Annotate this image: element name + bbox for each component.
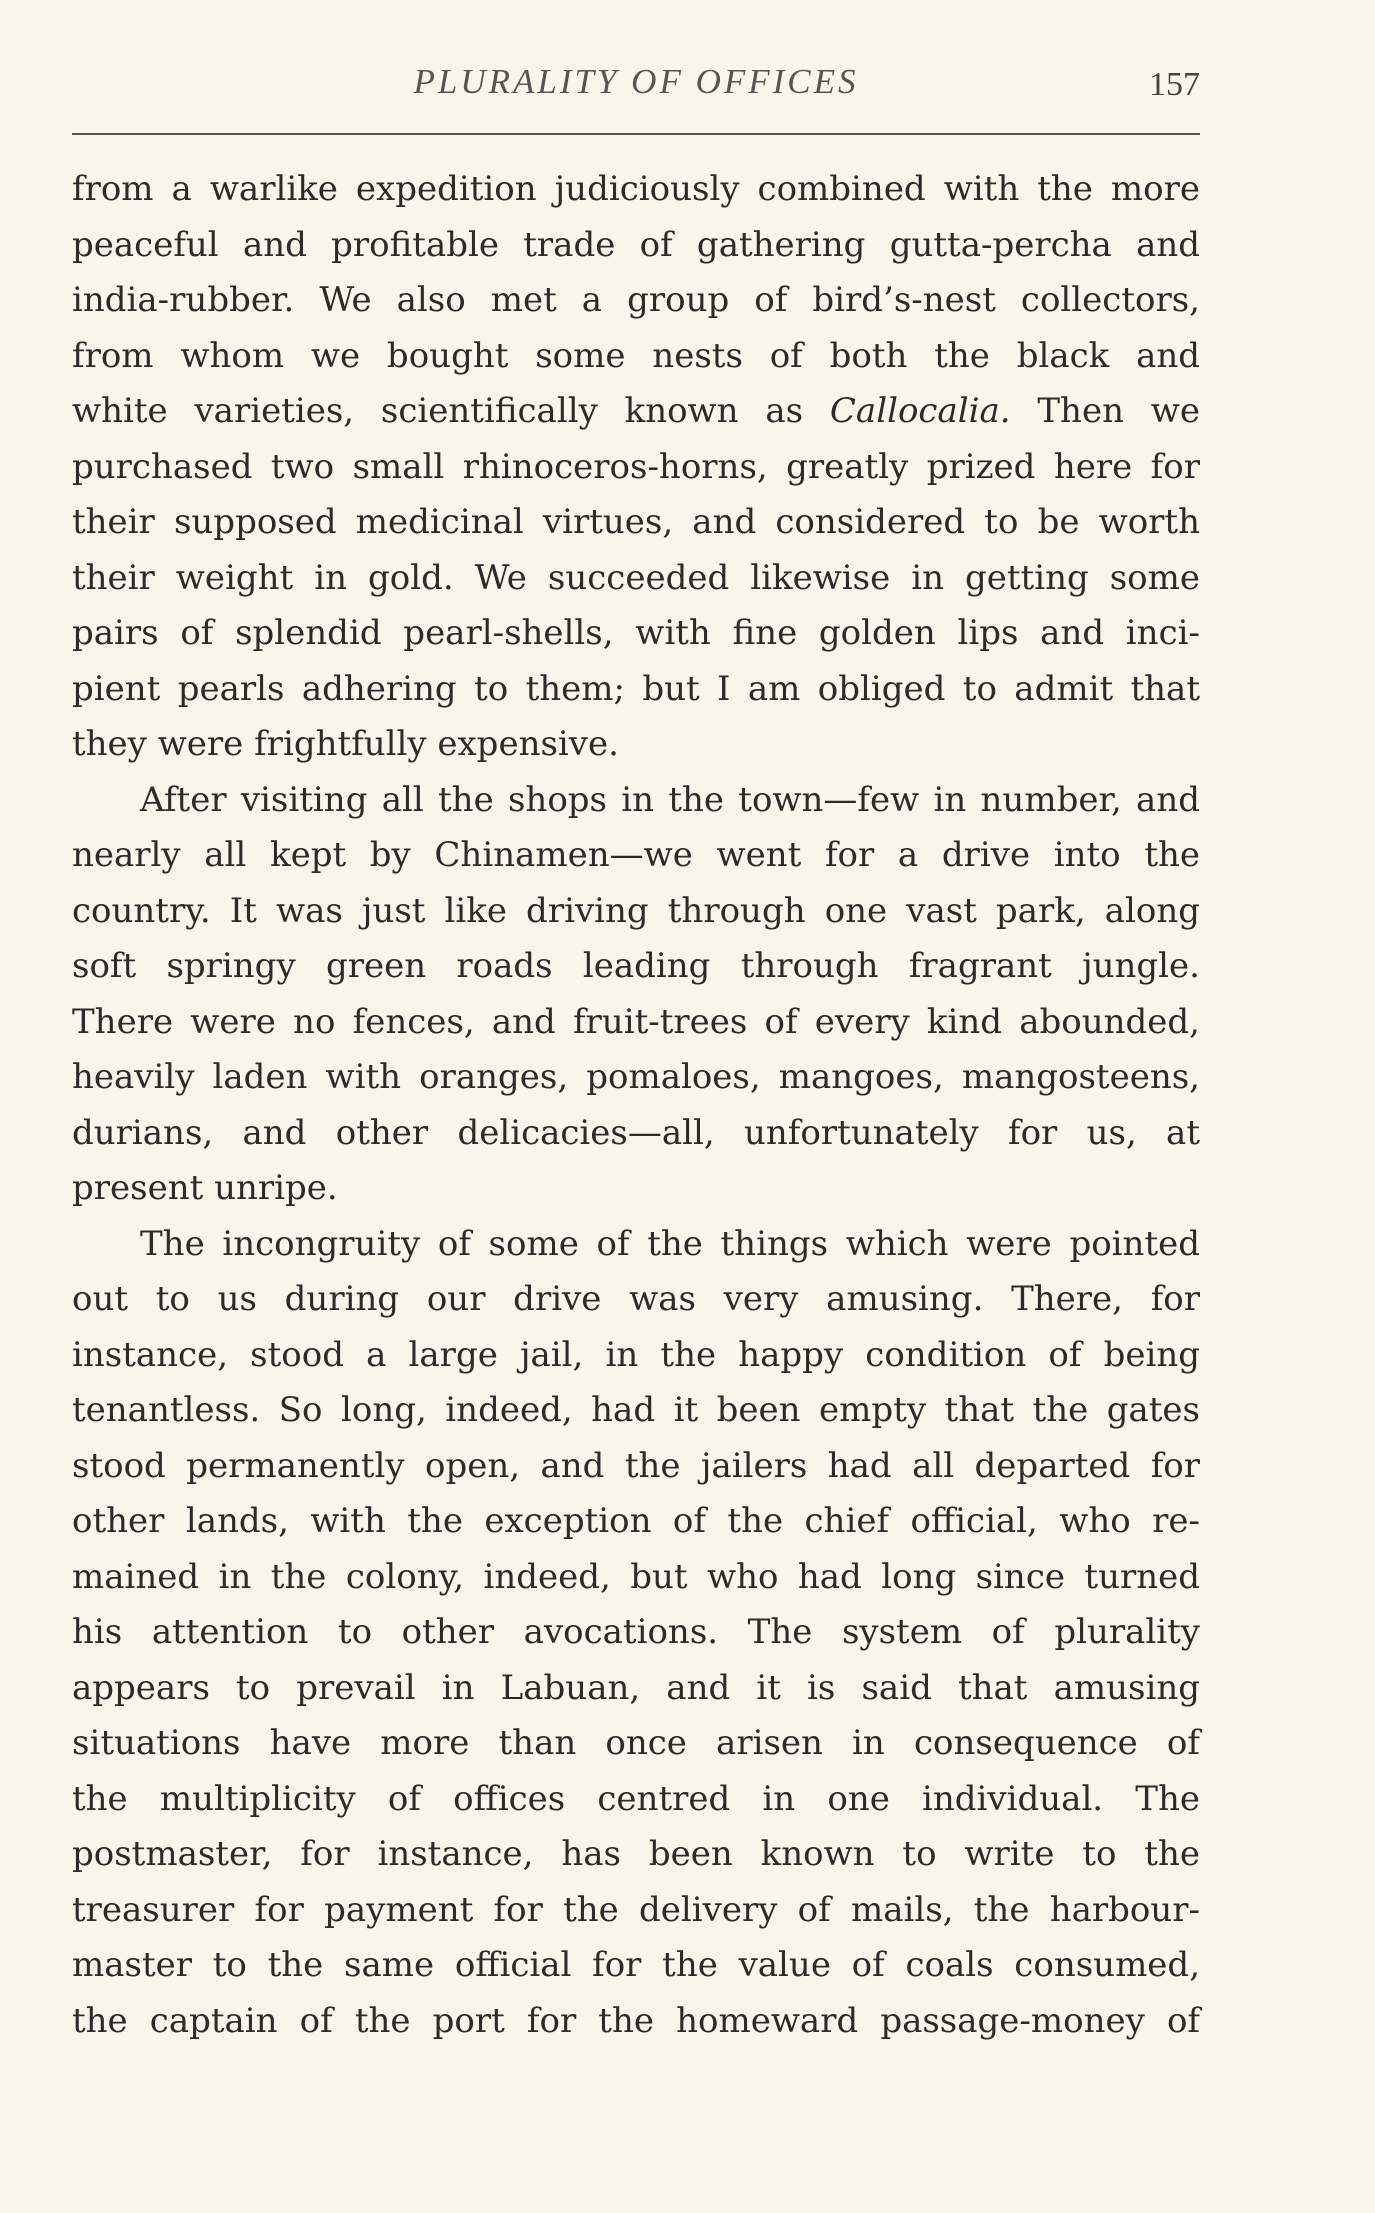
- text-line: pairs of splendid pearl-shells, with fine golden lips and inci-: [72, 613, 1200, 653]
- text-line: appears to prevail in Labuan, and it is said that amusing: [72, 1667, 1200, 1708]
- text-line: purchased two small rhinoceros-horns, greatly prized here for: [72, 446, 1200, 487]
- text-line: [72, 384, 1200, 440]
- running-title: PLURALITY OF OFFICES: [413, 62, 859, 101]
- text-line: their weight in gold. We succeeded likewise in getting some: [72, 557, 1200, 598]
- text-line: tenantless. So long, indeed, had it been empty that the gates: [72, 1390, 1200, 1430]
- text-line: the multiplicity of offices centred in one individual. The: [72, 1778, 1200, 1819]
- text-line: soft springy green roads leading through fragrant jungle.: [72, 946, 1200, 986]
- text-line: present unripe.: [72, 1168, 338, 1208]
- text-line: durians, and other delicacies—all, unfortunately for us, at: [72, 1112, 1200, 1153]
- text-line: other lands, with the exception of the chief official, who re-: [72, 1501, 1200, 1541]
- text-line: The incongruity of some of the things which were pointed: [140, 1223, 1200, 1264]
- text-line: his attention to other avocations. The system of plurality: [72, 1612, 1200, 1652]
- text-line: they were frightfully expensive.: [72, 724, 619, 764]
- text-line: the captain of the port for the homeward passage-money of: [72, 2000, 1200, 2041]
- text-line: mained in the colony, indeed, but who had long since turned: [72, 1556, 1200, 1597]
- body-text: [72, 162, 1200, 2049]
- text-span: white varieties, scientifically known as: [72, 391, 830, 431]
- text-span: Then we: [1010, 391, 1200, 431]
- text-line: treasurer for payment for the delivery of mails, the harbour-: [72, 1889, 1200, 1930]
- text-line: instance, stood a large jail, in the happy condition of being: [72, 1334, 1200, 1375]
- text-line: their supposed medicinal virtues, and considered to be worth: [72, 502, 1200, 542]
- header-rule: [72, 133, 1200, 135]
- text-line: There were no fences, and fruit-trees of every kind abounded,: [72, 1001, 1200, 1042]
- page-number: 157: [1149, 66, 1200, 103]
- text-line: nearly all kept by Chinamen—we went for a drive into the: [72, 835, 1200, 875]
- text-line: country. It was just like driving through one vast park, along: [72, 890, 1200, 931]
- text-line: stood permanently open, and the jailers had all departed for: [72, 1445, 1200, 1486]
- text-line: postmaster, for instance, has been known to write to the: [72, 1834, 1200, 1874]
- text-line: heavily laden with oranges, pomaloes, mangoes, mangosteens,: [72, 1057, 1200, 1097]
- text-line: peaceful and profitable trade of gathering gutta-percha and: [72, 224, 1200, 265]
- italic-species-name: Callocalia.: [829, 391, 1011, 431]
- running-head: [72, 62, 1200, 112]
- text-line: After visiting all the shops in the town—few in number, and: [140, 779, 1200, 820]
- text-line: pient pearls adhering to them; but I am obliged to admit that: [72, 668, 1200, 709]
- text-line: from a warlike expedition judiciously combined with the more: [72, 169, 1200, 209]
- text-line: situations have more than once arisen in consequence of: [72, 1723, 1200, 1763]
- text-line: out to us during our drive was very amusing. There, for: [72, 1279, 1200, 1319]
- text-line: india-rubber. We also met a group of bird’s-nest collectors,: [72, 280, 1200, 320]
- text-line: master to the same official for the value of coals consumed,: [72, 1945, 1200, 1985]
- text-line: from whom we bought some nests of both the black and: [72, 335, 1200, 376]
